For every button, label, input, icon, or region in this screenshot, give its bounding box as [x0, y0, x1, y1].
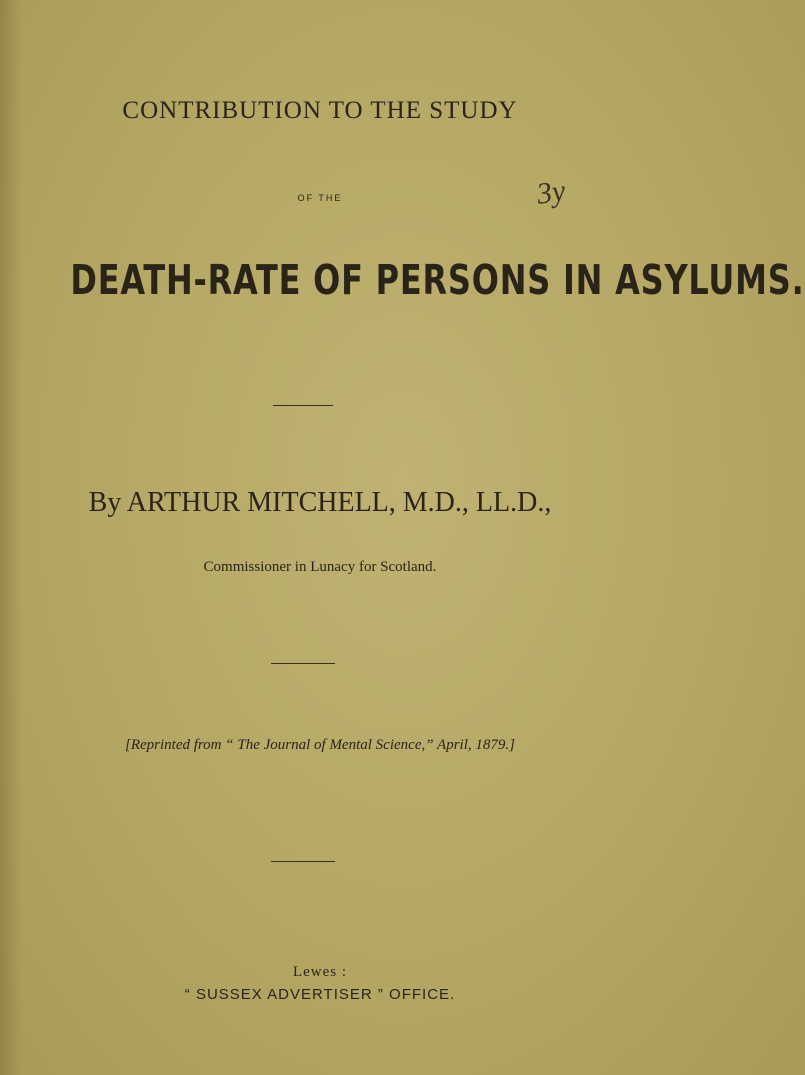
- divider-rule: [273, 405, 333, 406]
- divider-rule: [271, 663, 335, 664]
- imprint-office: “ SUSSEX ADVERTISER ” OFFICE.: [184, 986, 456, 1003]
- reprint-note: [0, 737, 640, 754]
- handwritten-mark: 3y: [534, 174, 568, 211]
- title-line-2: OF THE: [297, 193, 343, 203]
- title-line-1: CONTRIBUTION TO THE STUDY: [122, 97, 518, 124]
- divider-rule: [271, 861, 335, 862]
- author-role: Commissioner in Lunacy for Scotland.: [203, 559, 437, 575]
- imprint-place: Lewes :: [292, 964, 348, 980]
- page-edge-shadow: [0, 0, 22, 1075]
- reprint-note-text: [Reprinted from “ The Journal of Mental Science,” April, 1879.]: [125, 737, 515, 753]
- author-line: By ARTHUR MITCHELL, M.D., LL.D.,: [88, 487, 552, 518]
- main-title: DEATH-RATE OF PERSONS IN ASYLUMS.: [70, 256, 805, 304]
